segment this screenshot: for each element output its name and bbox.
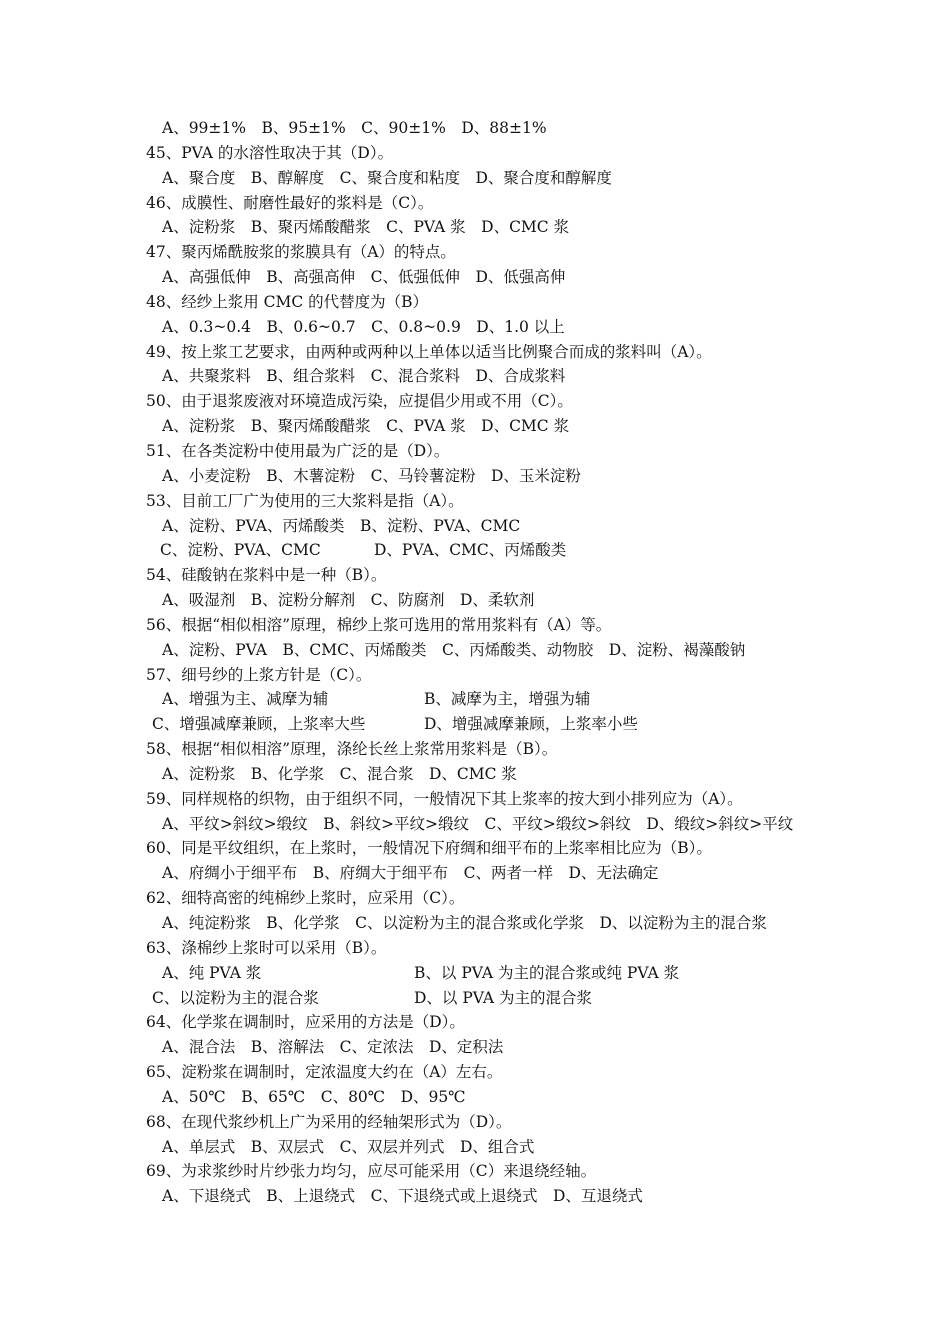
question-text: 57、细号纱的上浆方针是（C）。 <box>146 665 372 684</box>
answer-option-left: A、纯 PVA 浆 <box>162 963 262 982</box>
answer-options: A、淀粉浆 B、聚丙烯酸醋浆 C、PVA 浆 D、CMC 浆 <box>162 417 570 436</box>
question-text: 48、经纱上浆用 CMC 的代替度为（B） <box>146 292 429 311</box>
answer-options: A、0.3~0.4 B、0.6~0.7 C、0.8~0.9 D、1.0 以上 <box>162 317 565 336</box>
answer-options: A、淀粉、PVA、丙烯酸类 B、淀粉、PVA、CMC <box>162 516 521 535</box>
question-text: 53、目前工厂广为使用的三大浆料是指（A）。 <box>146 491 464 510</box>
question-text: 59、同样规格的织物，由于组织不同，一般情况下其上浆率的按大到小排列应为（A）。 <box>146 789 743 808</box>
answer-options-two-column <box>0 986 950 1011</box>
answer-options-two-column <box>0 538 950 563</box>
answer-option-right: D、PVA、CMC、丙烯酸类 <box>374 541 567 560</box>
answer-options-two-column <box>0 961 950 986</box>
answer-options: A、府绸小于细平布 B、府绸大于细平布 C、两者一样 D、无法确定 <box>162 864 659 883</box>
question-text: 60、同是平纹组织，在上浆时，一般情况下府绸和细平布的上浆率相比应为（B）。 <box>146 839 712 858</box>
question-text: 54、硅酸钠在浆料中是一种（B）。 <box>146 566 387 585</box>
answer-options: A、淀粉浆 B、聚丙烯酸醋浆 C、PVA 浆 D、CMC 浆 <box>162 218 570 237</box>
answer-options: A、99±1% B、95±1% C、90±1% D、88±1% <box>162 119 547 137</box>
question-text: 64、化学浆在调制时，应采用的方法是（D）。 <box>146 1013 465 1032</box>
question-text: 62、细特高密的纯棉纱上浆时，应采用（C）。 <box>146 889 465 908</box>
answer-options-two-column <box>0 712 950 737</box>
question-text: 50、由于退浆废液对环境造成污染，应提倡少用或不用（C）。 <box>146 392 573 411</box>
answer-options: A、共聚浆料 B、组合浆料 C、混合浆料 D、合成浆料 <box>162 367 566 386</box>
answer-options: A、纯淀粉浆 B、化学浆 C、以淀粉为主的混合浆或化学浆 D、以淀粉为主的混合浆 <box>162 914 767 932</box>
answer-options: A、50℃ B、65℃ C、80℃ D、95℃ <box>162 1087 466 1106</box>
answer-options: A、吸湿剂 B、淀粉分解剂 C、防腐剂 D、柔软剂 <box>162 591 535 610</box>
question-text: 65、淀粉浆在调制时，定浓温度大约在（A）左右。 <box>146 1063 503 1082</box>
answer-option-left: C、淀粉、PVA、CMC <box>160 541 321 560</box>
answer-option-right: D、增强减摩兼顾，上浆率小些 <box>424 715 638 734</box>
answer-options-two-column <box>0 687 950 712</box>
answer-option-right: D、以 PVA 为主的混合浆 <box>414 988 593 1007</box>
answer-options: A、单层式 B、双层式 C、双层并列式 D、组合式 <box>162 1137 535 1156</box>
answer-options: A、平纹>斜纹>缎纹 B、斜纹>平纹>缎纹 C、平纹>缎纹>斜纹 D、缎纹>斜纹>平纹 <box>162 814 794 833</box>
question-text: 51、在各类淀粉中使用最为广泛的是（D）。 <box>146 441 450 460</box>
answer-options: A、淀粉、PVA B、CMC、丙烯酸类 C、丙烯酸类、动物胶 D、淀粉、褐藻酸钠 <box>162 640 746 659</box>
answer-option-left: A、增强为主、减摩为辅 <box>162 690 329 709</box>
question-text: 63、涤棉纱上浆时可以采用（B）。 <box>146 938 387 957</box>
question-text: 69、为求浆纱时片纱张力均匀，应尽可能采用（C）来退绕经轴。 <box>146 1162 597 1181</box>
answer-options: A、下退绕式 B、上退绕式 C、下退绕式或上退绕式 D、互退绕式 <box>162 1187 643 1206</box>
question-text: 68、在现代浆纱机上广为采用的经轴架形式为（D）。 <box>146 1112 512 1131</box>
question-text: 46、成膜性、耐磨性最好的浆料是（C）。 <box>146 193 434 212</box>
question-text: 49、按上浆工艺要求，由两种或两种以上单体以适当比例聚合而成的浆料叫（A）。 <box>146 342 712 361</box>
question-list <box>0 116 950 1209</box>
question-text: 56、根据“相似相溶”原理，棉纱上浆可选用的常用浆料有（A）等。 <box>146 615 612 634</box>
answer-options: A、高强低伸 B、高强高伸 C、低强低伸 D、低强高伸 <box>162 268 566 287</box>
answer-options: A、混合法 B、溶解法 C、定浓法 D、定积法 <box>162 1038 504 1057</box>
answer-option-right: B、减摩为主，增强为辅 <box>424 690 591 709</box>
answer-options: A、淀粉浆 B、化学浆 C、混合浆 D、CMC 浆 <box>162 764 517 783</box>
question-text: 58、根据“相似相溶”原理，涤纶长丝上浆常用浆料是（B）。 <box>146 740 558 759</box>
question-text: 47、聚丙烯酰胺浆的浆膜具有（A）的特点。 <box>146 243 456 262</box>
answer-options: A、聚合度 B、醇解度 C、聚合度和粘度 D、聚合度和醇解度 <box>162 168 612 187</box>
question-text: 45、PVA 的水溶性取决于其（D）。 <box>146 143 394 162</box>
answer-option-left: C、以淀粉为主的混合浆 <box>152 988 319 1007</box>
answer-options: A、小麦淀粉 B、木薯淀粉 C、马铃薯淀粉 D、玉米淀粉 <box>162 466 581 485</box>
answer-option-right: B、以 PVA 为主的混合浆或纯 PVA 浆 <box>414 963 680 982</box>
answer-option-left: C、增强减摩兼顾，上浆率大些 <box>152 715 366 734</box>
